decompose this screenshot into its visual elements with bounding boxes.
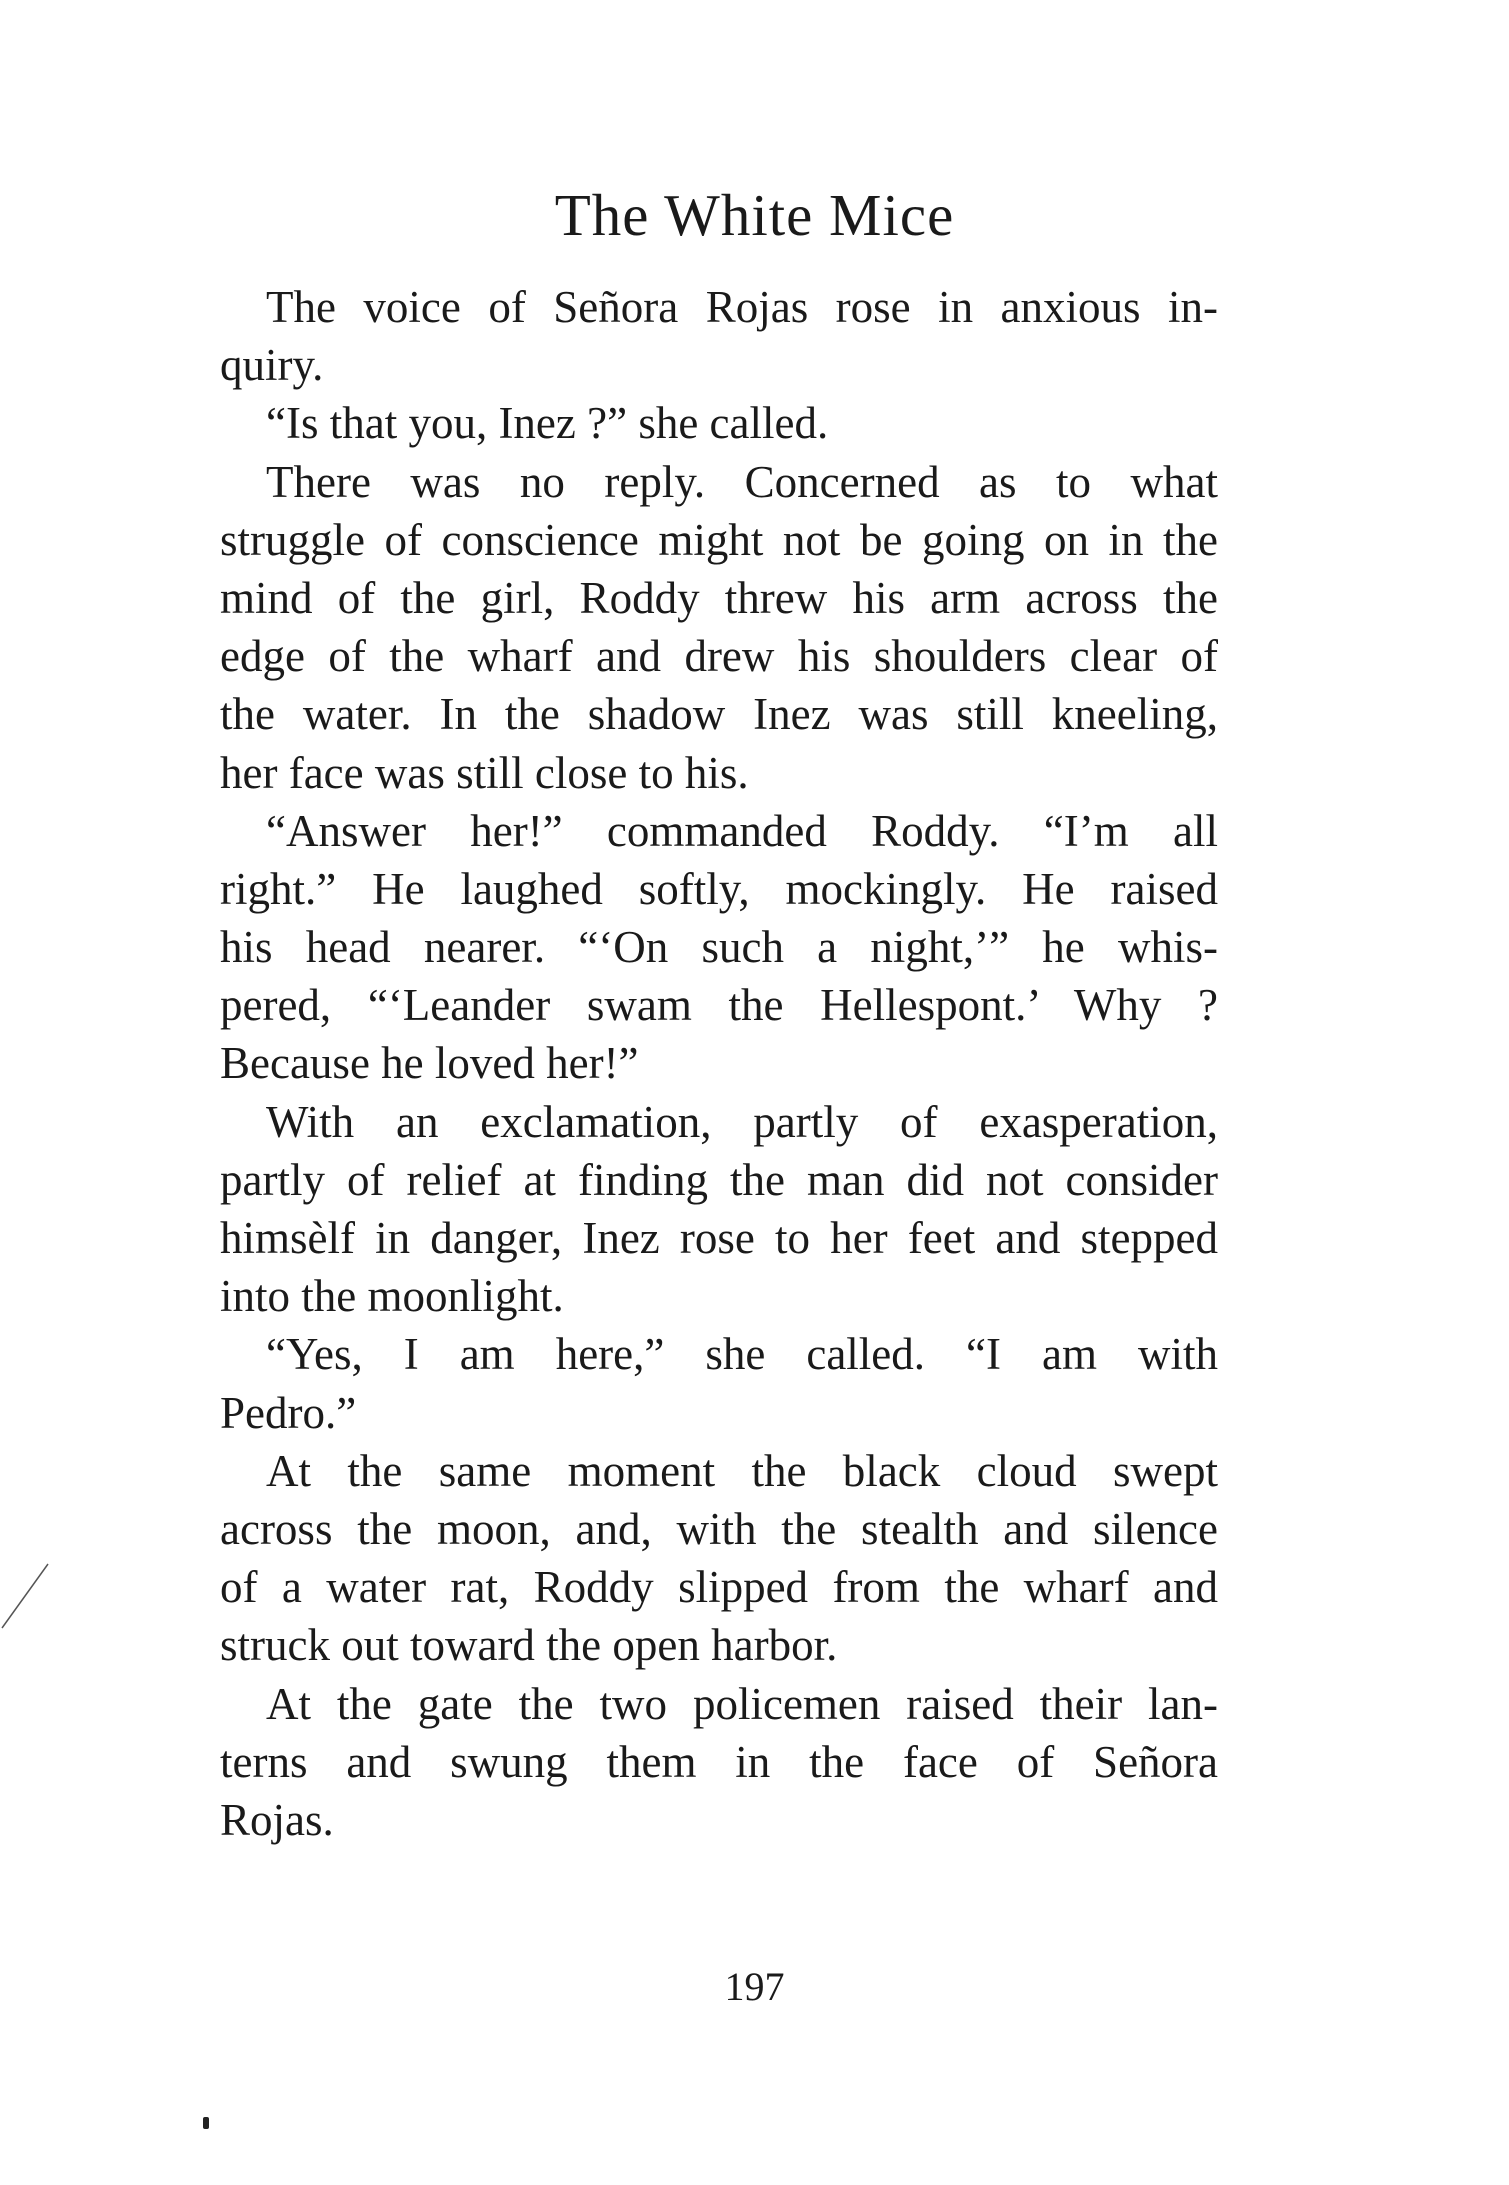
text-line: struck out toward the open harbor. <box>220 1620 838 1671</box>
text-line: right.” He laughed softly, mockingly. He raised <box>220 863 1218 914</box>
text-line: into the moonlight. <box>220 1271 564 1322</box>
text-line: “Yes, I am here,” she called. “I am with <box>266 1329 1218 1380</box>
text-line: The voice of Señora Rojas rose in anxious in- <box>266 282 1218 332</box>
text-line: of a water rat, Roddy slipped from the wharf and <box>220 1562 1218 1613</box>
text-line: himsèlf in danger, Inez rose to her feet and stepped <box>220 1213 1218 1263</box>
text-line: across the moon, and, with the stealth and silence <box>220 1503 1218 1554</box>
text-line: There was no reply. Concerned as to what <box>266 456 1218 507</box>
body-text <box>220 278 1218 1849</box>
text-line: At the gate the two policemen raised their lan- <box>266 1678 1218 1729</box>
text-line: partly of relief at finding the man did not consider <box>220 1154 1218 1205</box>
text-line: terns and swung them in the face of Señora <box>220 1736 1218 1787</box>
text-line: edge of the wharf and drew his shoulders clear of <box>220 631 1218 682</box>
text-line: Because he loved her!” <box>220 1038 639 1089</box>
text-line: struggle of conscience might not be going on in the <box>220 514 1218 565</box>
text-line: mind of the girl, Roddy threw his arm across the <box>220 572 1218 623</box>
text-line: Rojas. <box>220 1794 334 1845</box>
text-line: Pedro.” <box>220 1387 357 1438</box>
pencil-mark-icon <box>0 1560 50 1630</box>
text-line: the water. In the shadow Inez was still kneeling, <box>220 689 1218 740</box>
page-number: 197 <box>724 1964 785 2009</box>
text-line: With an exclamation, partly of exasperation, <box>266 1096 1218 1147</box>
text-line: “Is that you, Inez ?” she called. <box>266 398 829 449</box>
text-line: “Answer her!” commanded Roddy. “I’m all <box>266 805 1218 856</box>
running-head: The White Mice <box>554 182 955 248</box>
text-line: her face was still close to his. <box>220 747 749 798</box>
text-line: pered, “‘Leander swam the Hellespont.’ Why ? <box>220 980 1218 1031</box>
text-line: his head nearer. “‘On such a night,’” he whis- <box>220 922 1218 973</box>
text-line: quiry. <box>220 340 324 391</box>
text-line: At the same moment the black cloud swept <box>266 1445 1218 1496</box>
ink-speck <box>203 2117 209 2129</box>
